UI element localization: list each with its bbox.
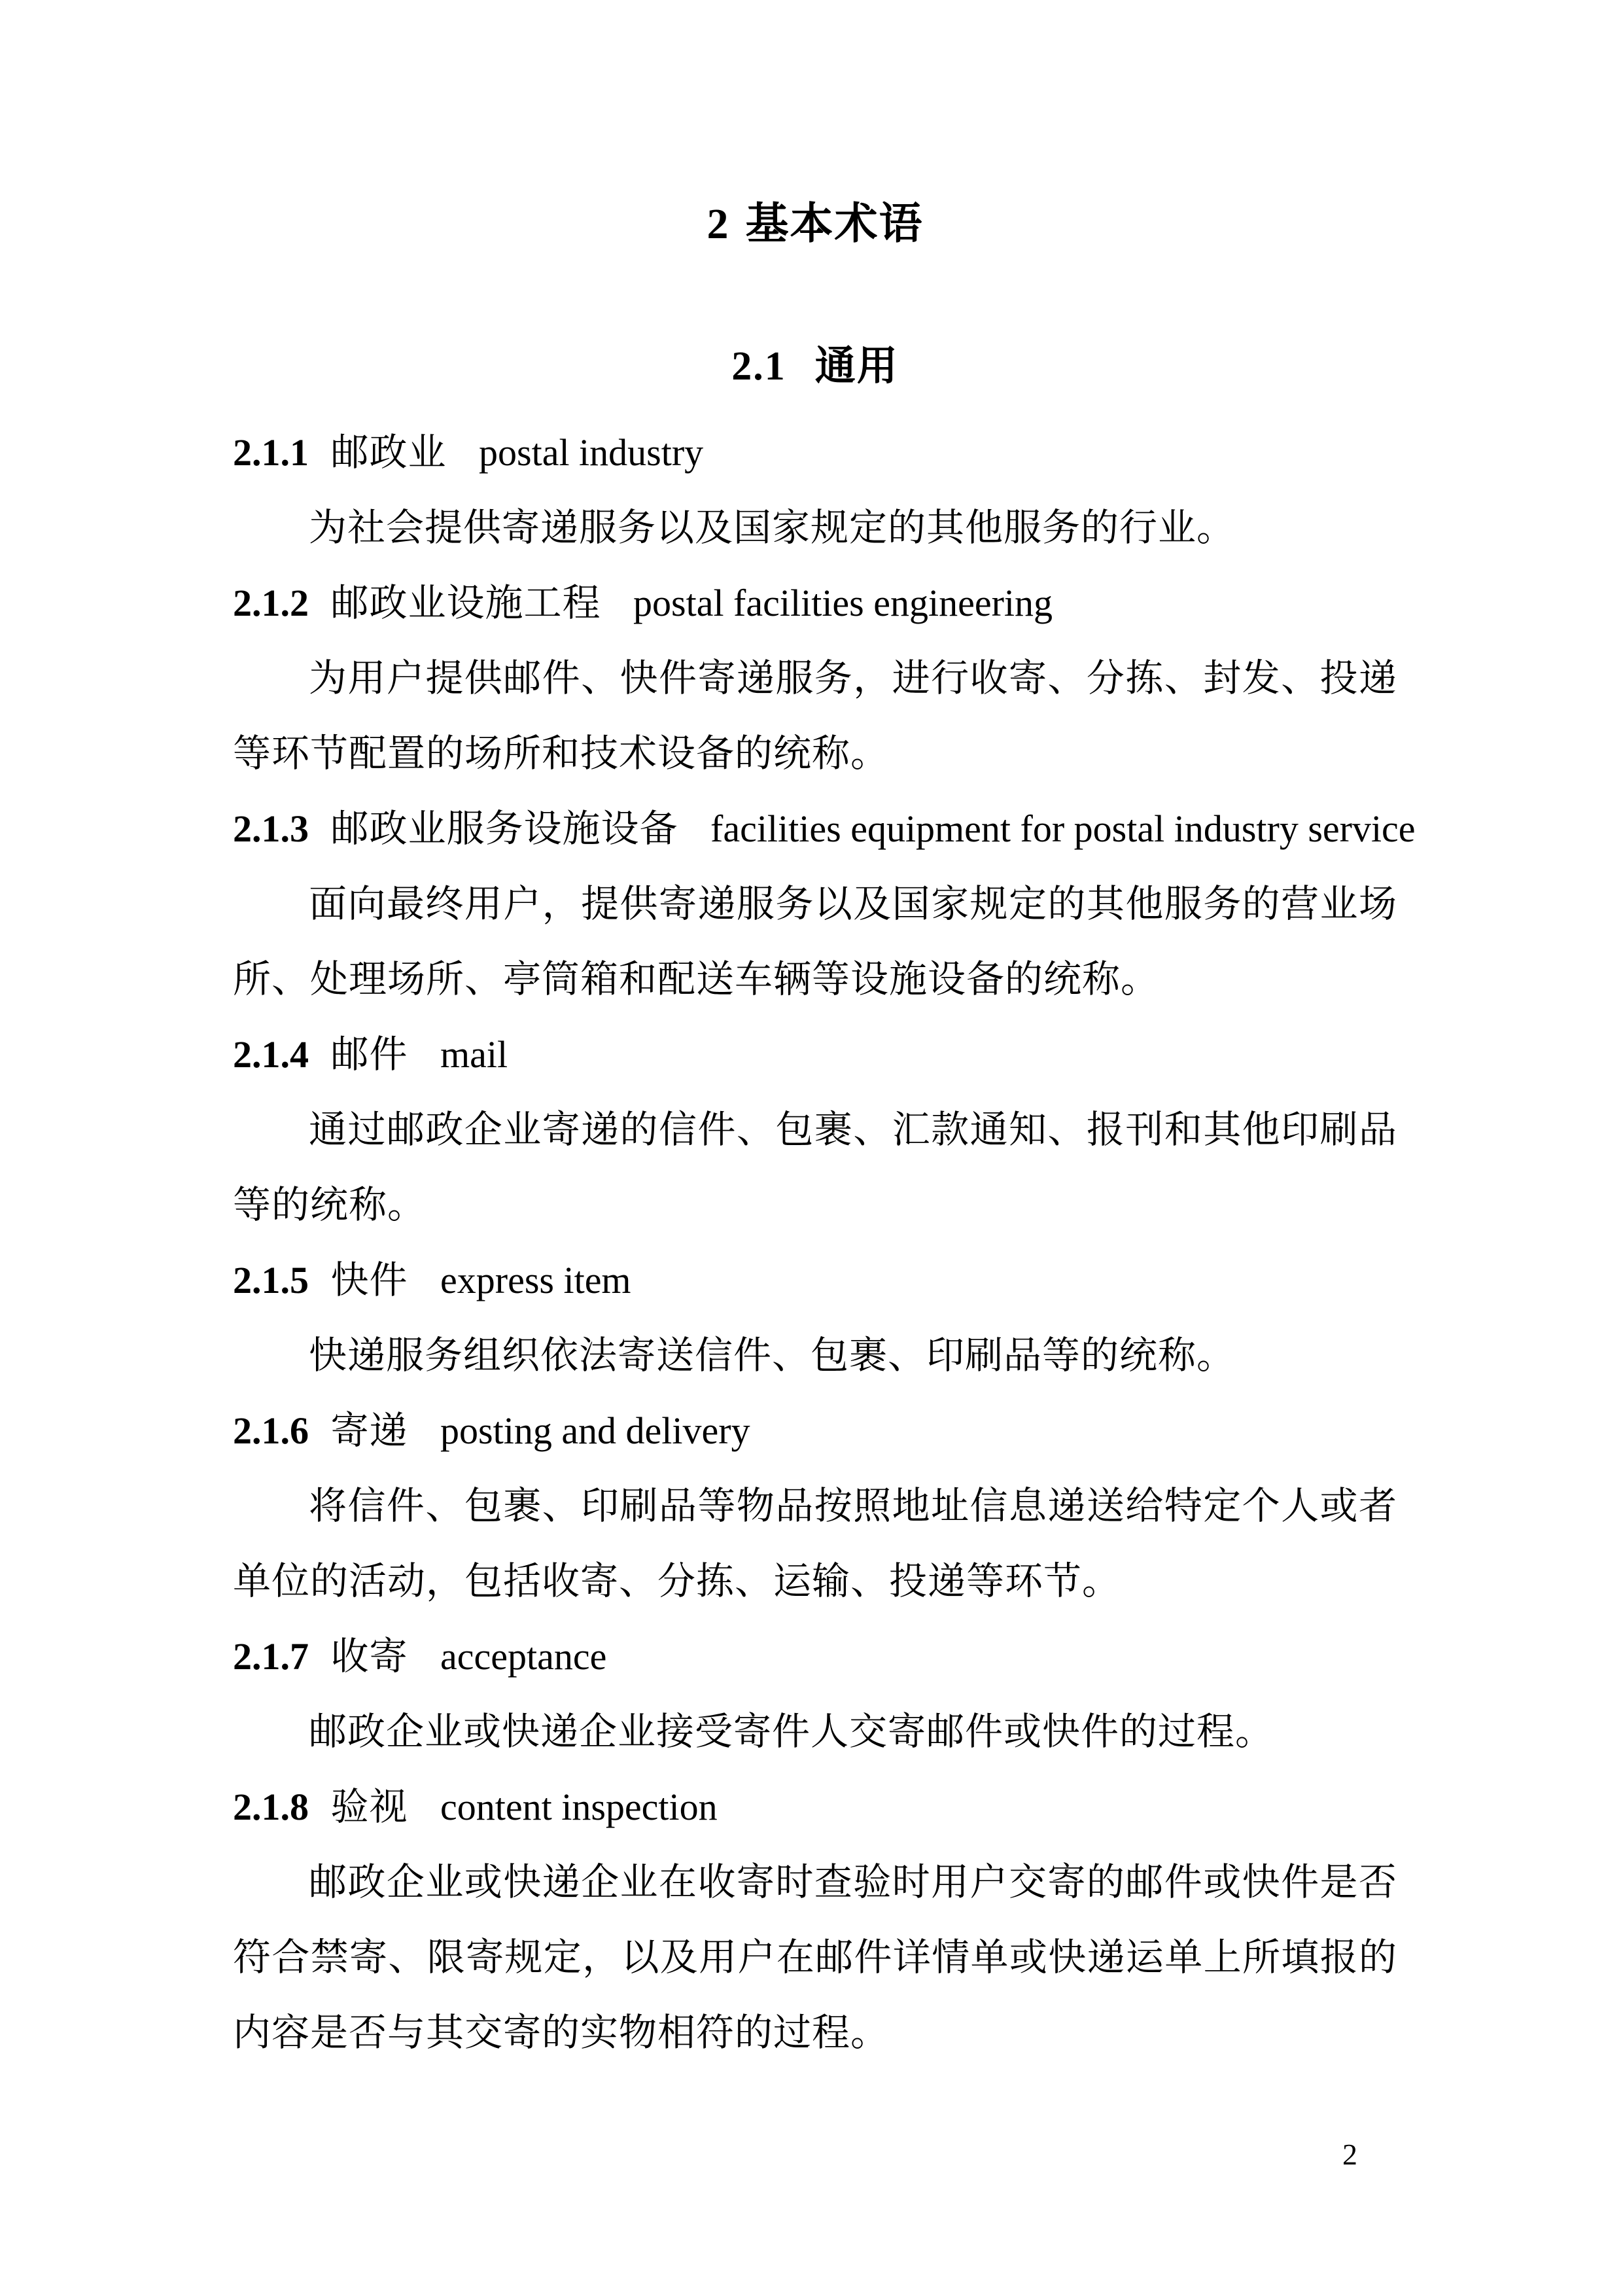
term-chinese: 验视	[330, 1786, 408, 1828]
chapter-title	[233, 0, 1397, 249]
definition-line: 内容是否与其交寄的实物相符的过程。	[233, 2011, 890, 2054]
term-chinese: 快件	[330, 1259, 408, 1301]
term-heading	[233, 1619, 1397, 1694]
term-english: content inspection	[440, 1786, 718, 1828]
term-chinese: 邮政业服务设施设备	[330, 807, 678, 850]
term-number: 2.1.4	[233, 1033, 309, 1076]
term-number: 2.1.8	[233, 1786, 309, 1828]
definition-line: 邮政企业或快递企业接受寄件人交寄邮件或快件的过程。	[309, 1710, 1274, 1753]
term-english: mail	[440, 1033, 508, 1076]
term-item	[233, 565, 1397, 791]
term-definitions	[233, 1694, 1397, 1769]
term-heading	[233, 1017, 1397, 1092]
definition-line: 等的统称。	[233, 1184, 427, 1226]
definition-line: 为用户提供邮件、快件寄递服务，进行收寄、分拣、封发、投递	[309, 657, 1397, 699]
term-heading	[233, 565, 1397, 641]
term-number: 2.1.5	[233, 1259, 309, 1301]
term-number: 2.1.6	[233, 1409, 309, 1452]
term-item	[233, 1769, 1397, 2070]
term-chinese: 收寄	[330, 1635, 408, 1678]
definition-line: 所、处理场所、亭筒箱和配送车辆等设施设备的统称。	[233, 958, 1160, 1000]
term-definitions	[233, 1468, 1397, 1619]
term-heading	[233, 1769, 1397, 1845]
definition-line: 符合禁寄、限寄规定，以及用户在邮件详情单或快递运单上所填报的	[233, 1936, 1397, 1979]
definition-line: 等环节配置的场所和技术设备的统称。	[233, 732, 890, 775]
definition-line: 将信件、包裹、印刷品等物品按照地址信息递送给特定个人或者	[309, 1485, 1397, 1527]
term-heading	[233, 415, 1397, 490]
term-heading	[233, 1393, 1397, 1468]
term-chinese: 寄递	[330, 1409, 408, 1452]
definition-line: 单位的活动，包括收寄、分拣、运输、投递等环节。	[233, 1560, 1121, 1602]
term-definitions	[233, 490, 1397, 565]
term-number: 2.1.1	[233, 431, 309, 474]
definition-line: 面向最终用户，提供寄递服务以及国家规定的其他服务的营业场	[309, 883, 1397, 925]
term-definitions	[233, 641, 1397, 791]
term-item	[233, 415, 1397, 565]
term-english: posting and delivery	[440, 1409, 750, 1452]
term-chinese: 邮政业设施工程	[330, 582, 601, 624]
chapter-number: 2	[707, 200, 730, 248]
chapter-title-text: 基本术语	[745, 200, 924, 248]
term-number: 2.1.2	[233, 582, 309, 624]
term-definitions	[233, 866, 1397, 1017]
definition-line: 通过邮政企业寄递的信件、包裹、汇款通知、报刊和其他印刷品	[309, 1108, 1397, 1151]
term-heading	[233, 791, 1416, 866]
term-english: express item	[440, 1259, 631, 1301]
term-number: 2.1.3	[233, 807, 309, 850]
term-chinese: 邮件	[330, 1033, 408, 1076]
term-english: postal industry	[479, 431, 704, 474]
term-definitions	[233, 1318, 1397, 1393]
term-heading	[233, 1243, 1397, 1318]
page-number: 2	[1342, 2138, 1357, 2171]
page-content	[233, 0, 1416, 2070]
term-definitions	[233, 1845, 1397, 2070]
definition-line: 快递服务组织依法寄送信件、包裹、印刷品等的统称。	[309, 1334, 1236, 1377]
term-item	[233, 1393, 1397, 1619]
term-item	[233, 1243, 1397, 1393]
terms-list	[233, 415, 1416, 2070]
term-english: postal facilities engineering	[633, 582, 1053, 624]
term-definitions	[233, 1092, 1397, 1243]
section-number: 2.1	[731, 344, 786, 389]
term-chinese: 邮政业	[330, 431, 447, 474]
term-number: 2.1.7	[233, 1635, 309, 1678]
definition-line: 为社会提供寄递服务以及国家规定的其他服务的行业。	[309, 506, 1236, 549]
section-title	[233, 344, 1397, 389]
term-item	[233, 1017, 1397, 1243]
term-english: acceptance	[440, 1635, 607, 1678]
section-title-text: 通用	[814, 344, 899, 389]
term-item	[233, 1619, 1397, 1769]
definition-line: 邮政企业或快递企业在收寄时查验时用户交寄的邮件或快件是否	[309, 1861, 1397, 1903]
term-english: facilities equipment for postal industry service	[710, 807, 1416, 850]
term-item	[233, 791, 1416, 1017]
